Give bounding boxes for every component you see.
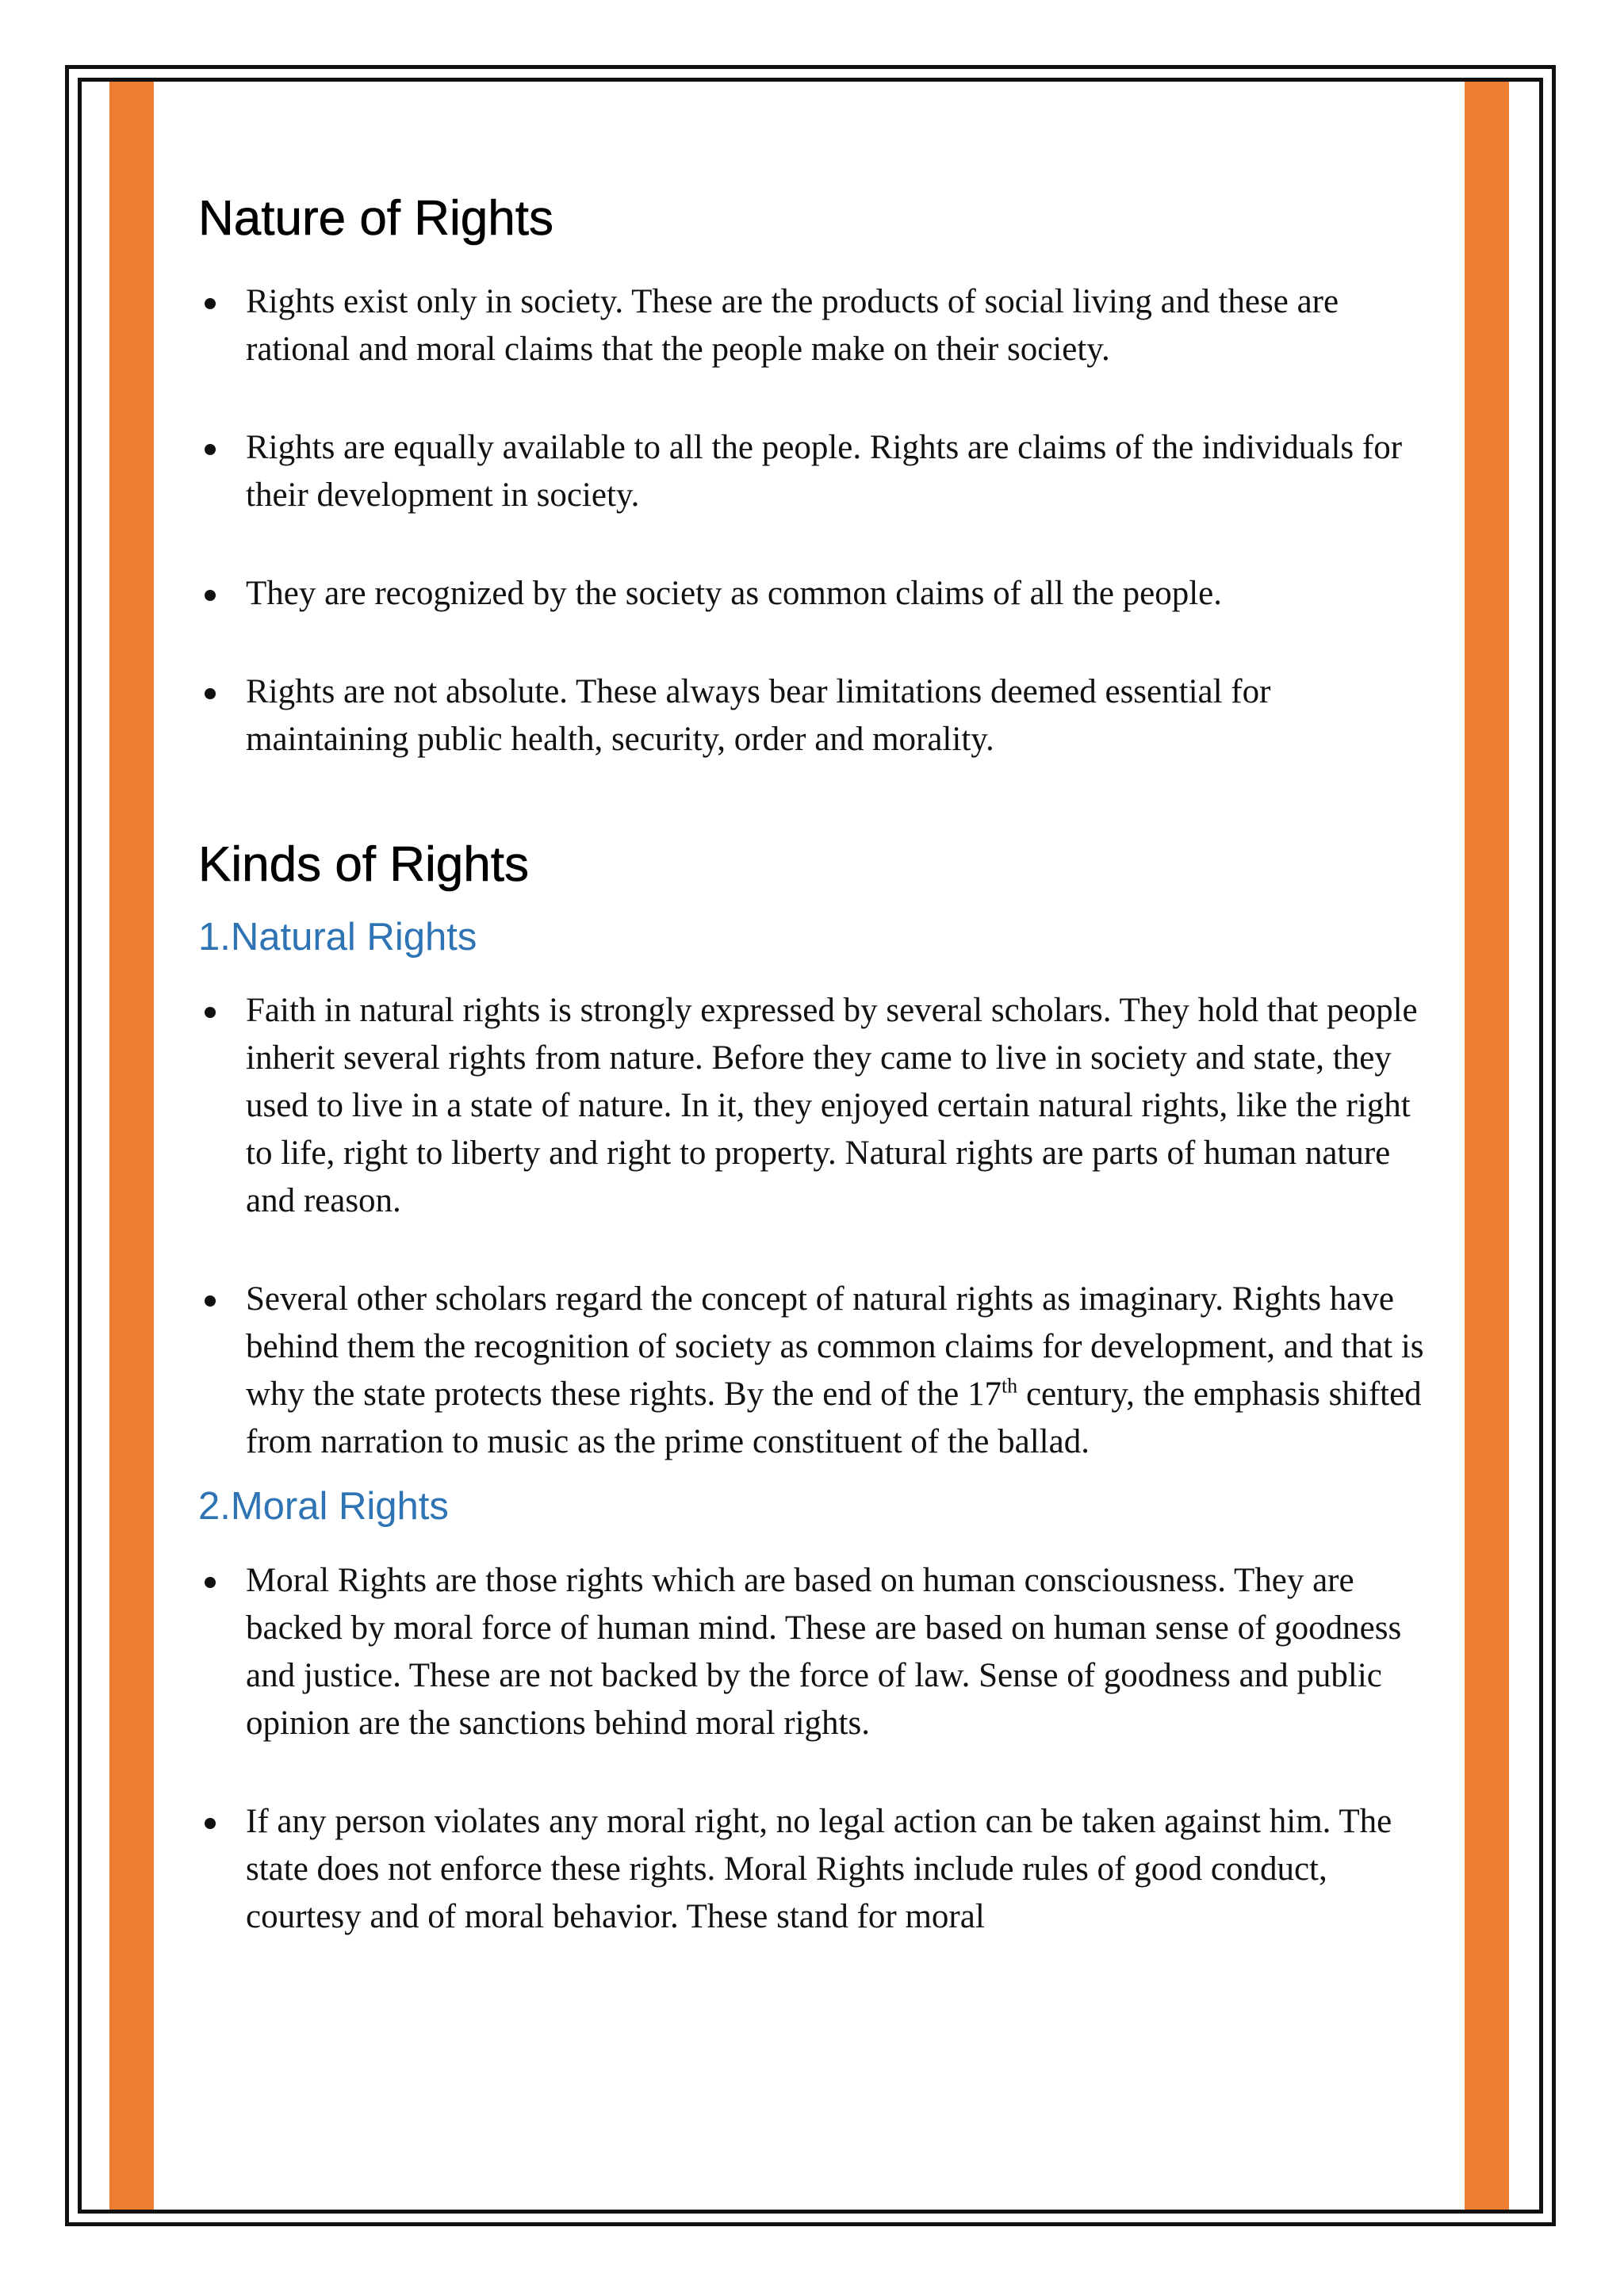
natural-rights-list	[198, 987, 1435, 1466]
section-heading-kinds-of-rights: Kinds of Rights	[198, 837, 529, 893]
list-item-text-part: Several other scholars regard the concept of natural rights as imaginary. Rights have behind them the recognition of society as common claims for development, and that is why the state protects these rights. By the end of the 17	[246, 1280, 1424, 1414]
left-orange-stripe	[109, 82, 154, 2210]
list-item	[198, 570, 1435, 618]
bullet-icon	[205, 444, 216, 455]
list-item-text: Faith in natural rights is strongly expressed by several scholars. They hold that people inherit several rights from nature. Before they came to live in society and state, they used to live in a state of nature. In it, they enjoyed certain natural rights, like the right to life, right to liberty and right to property. Natural rights are parts of human nature and reason.	[246, 992, 1418, 1220]
list-item-text-part: century, the emphasis shifted from narration to music as the prime constituent of the ballad.	[246, 1376, 1422, 1461]
list-item-text: If any person violates any moral right, no legal action can be taken against him. The state does not enforce these rights. Moral Rights include rules of good conduct, courtesy and of moral behavior. These stand for moral	[246, 1803, 1392, 1936]
subsection-heading-natural-rights: 1.Natural Rights	[198, 915, 477, 959]
list-item	[198, 1798, 1435, 1941]
bullet-icon	[205, 590, 216, 601]
bullet-icon	[205, 1295, 216, 1307]
bullet-icon	[205, 1818, 216, 1829]
bullet-icon	[205, 298, 216, 309]
list-item-text: Rights exist only in society. These are the products of social living and these are rational and moral claims that the people make on their society.	[246, 283, 1339, 369]
list-item	[198, 1276, 1435, 1466]
list-item-text: They are recognized by the society as common claims of all the people.	[246, 575, 1223, 613]
bullet-icon	[205, 1007, 216, 1018]
section-heading-nature-of-rights: Nature of Rights	[198, 191, 553, 246]
right-orange-stripe	[1465, 82, 1509, 2210]
nature-of-rights-list	[198, 278, 1435, 763]
list-item	[198, 668, 1435, 763]
ordinal-superscript: th	[1001, 1375, 1018, 1399]
bullet-icon	[205, 688, 216, 699]
moral-rights-list	[198, 1557, 1435, 1941]
bullet-icon	[205, 1577, 216, 1588]
document-content	[198, 190, 1435, 2125]
list-item-text: Moral Rights are those rights which are based on human consciousness. They are backed by moral force of human mind. These are based on human sense of goodness and justice. These are not backed by the force of law. Sense of goodness and public opinion are the sanctions behind moral rights.	[246, 1562, 1402, 1743]
list-item	[198, 987, 1435, 1225]
list-item-text: Rights are not absolute. These always bear limitations deemed essential for maintaining public health, security, order and morality.	[246, 673, 1271, 759]
list-item	[198, 424, 1435, 519]
list-item	[198, 1557, 1435, 1747]
subsection-heading-moral-rights: 2.Moral Rights	[198, 1485, 449, 1529]
list-item-text: Rights are equally available to all the people. Rights are claims of the individuals for their development in society.	[246, 429, 1403, 515]
list-item	[198, 278, 1435, 373]
